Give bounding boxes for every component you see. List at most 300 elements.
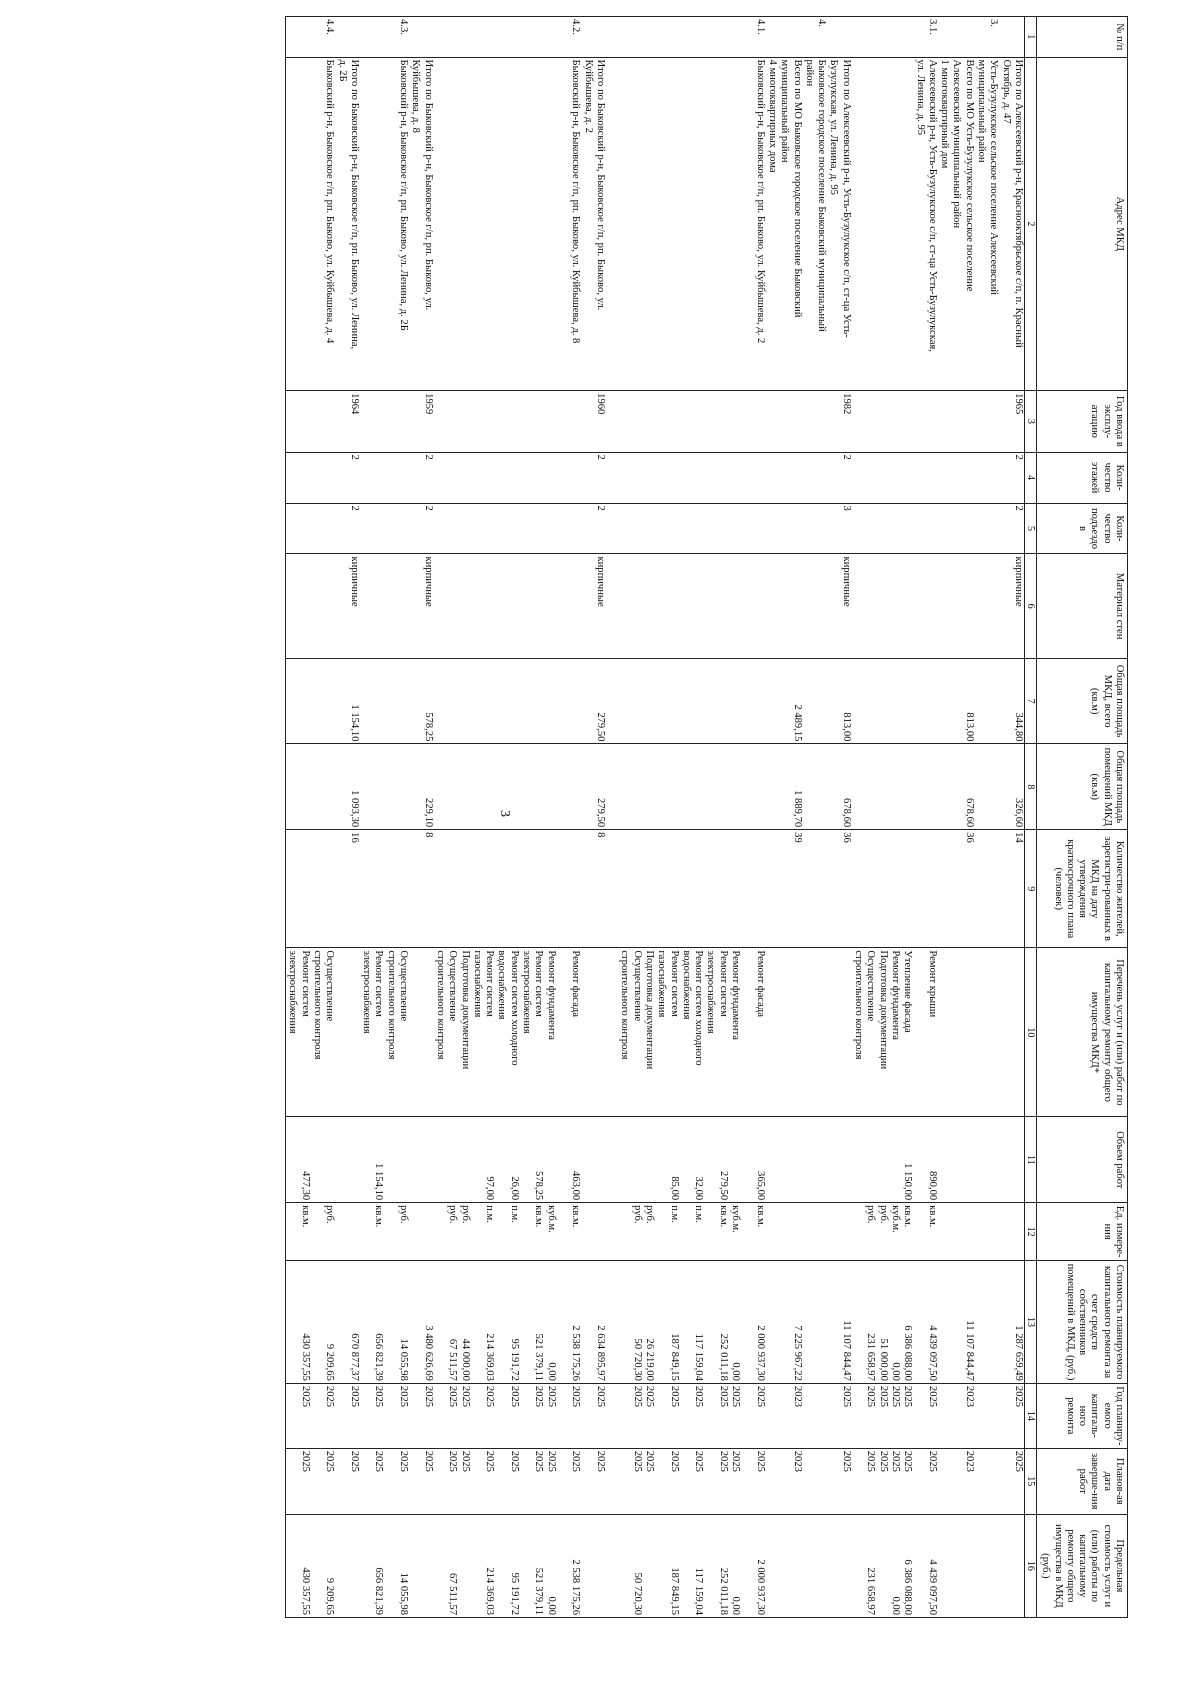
cell-line: 2025 — [730, 1385, 742, 1408]
cell-line — [311, 455, 323, 501]
cell-line — [889, 393, 901, 449]
cell-line: Быковский р-н, Быковское г/п, рп. Быково, ул. Ленина, д. 2Б — [398, 59, 410, 331]
cell-line — [741, 832, 753, 945]
cell-line — [889, 19, 901, 55]
cell-line — [778, 1517, 790, 1615]
cell-line — [729, 19, 741, 55]
cell-line: 2025 — [545, 1450, 557, 1472]
cell-line — [1012, 1205, 1024, 1258]
cell-line — [655, 455, 667, 501]
cell-line: Октябрь, д. 47 — [1000, 59, 1012, 124]
cell-line — [360, 746, 372, 827]
cell-line: 2 000 937,30 — [754, 1325, 766, 1381]
cell-line — [999, 556, 1011, 655]
cell-line — [434, 1263, 446, 1381]
cell-line — [938, 832, 950, 945]
cell-line — [975, 1205, 987, 1258]
cell-line — [298, 661, 310, 742]
cell-line — [384, 455, 396, 501]
cell-line — [606, 832, 618, 945]
cell-line — [704, 556, 716, 655]
cell-line: Итого по Быковский р-н, Быковское г/п, рп. Быково, ул. Ленина, — [348, 59, 360, 350]
cell-line — [950, 556, 962, 655]
cell-line — [384, 19, 396, 55]
cell-line — [557, 1451, 569, 1512]
cell-line: Быковское городское поселение Быковский муниципальный — [816, 59, 828, 332]
cell-line — [434, 1205, 446, 1258]
cell-line — [655, 60, 667, 389]
cell-line: 0,00 — [730, 1596, 742, 1615]
cell-line: 9 209,65 — [324, 1343, 336, 1381]
cell-line: муниципальный район — [779, 59, 791, 163]
cell-line: электроснабжения — [287, 950, 299, 1034]
cell-line — [667, 556, 679, 655]
cell-line — [950, 950, 962, 1114]
cell-line — [544, 19, 556, 55]
cell-line — [335, 950, 347, 1114]
cell-line: кв.м. — [373, 1205, 385, 1228]
cell-line — [815, 556, 827, 655]
cell-line — [458, 393, 470, 449]
cell-line — [999, 661, 1011, 742]
cell-line — [606, 1517, 618, 1615]
cell-line — [311, 556, 323, 655]
cell-line — [938, 1517, 950, 1615]
cell-line — [286, 746, 298, 827]
cell-line — [815, 1451, 827, 1512]
cell-line — [581, 1451, 593, 1512]
cell-line: 1982 — [840, 393, 852, 415]
cell-line — [397, 393, 409, 449]
cell-line — [286, 1517, 298, 1615]
cell-line: кв.м. — [570, 1205, 582, 1228]
cell-line — [766, 832, 778, 945]
cell-line — [372, 19, 384, 55]
cell-line: 578,25 — [422, 712, 434, 742]
cell-line: Быковский р-н, Быковское г/п, рп. Быково, ул. Куйбышева, д. 2 — [754, 59, 766, 344]
cell-line — [409, 506, 421, 552]
cell-line — [655, 661, 667, 742]
cell-line: 2025 — [459, 1450, 471, 1472]
cell-line — [311, 393, 323, 449]
cell-line — [544, 832, 556, 945]
cell-line: 2025 — [631, 1450, 643, 1472]
cell-line — [495, 1517, 507, 1615]
cell-line — [471, 1263, 483, 1381]
cell-line: 8 — [594, 832, 606, 838]
cell-line: Осуществление — [865, 950, 877, 1022]
cell-line — [889, 1119, 901, 1200]
cell-line — [938, 506, 950, 552]
cell-line — [544, 746, 556, 827]
cell-line: 2 — [1012, 505, 1024, 511]
cell-line — [569, 746, 581, 827]
cell-line — [434, 455, 446, 501]
col-header-entrances: Коли-чество подъездо в — [1036, 503, 1127, 554]
cell-line — [827, 455, 839, 501]
cell-line — [766, 661, 778, 742]
cell-line — [606, 950, 618, 1114]
cell-line — [864, 455, 876, 501]
cell-line — [643, 393, 655, 449]
cell-line — [471, 556, 483, 655]
cell-line — [458, 746, 470, 827]
cell-line — [692, 19, 704, 55]
cell-line: руб. — [644, 1205, 656, 1224]
cost-column-cell — [286, 1261, 1025, 1384]
cell-line — [618, 746, 630, 827]
cell-line — [729, 1119, 741, 1200]
cell-line — [999, 746, 1011, 827]
column-number: 13 — [1024, 1261, 1036, 1384]
cell-line — [741, 455, 753, 501]
cell-line — [618, 455, 630, 501]
cell-line — [803, 556, 815, 655]
cell-line — [483, 60, 495, 389]
cell-line: 2025 — [902, 1385, 914, 1408]
cell-line — [852, 1517, 864, 1615]
cell-line — [323, 556, 335, 655]
cell-line — [778, 19, 790, 55]
cell-line — [471, 1386, 483, 1446]
cell-line — [962, 455, 974, 501]
cell-line — [384, 1517, 396, 1615]
cell-line — [557, 1119, 569, 1200]
cell-line — [384, 556, 396, 655]
cell-line — [409, 832, 421, 945]
cell-line — [397, 455, 409, 501]
cell-line — [335, 1119, 347, 1200]
cell-line — [286, 506, 298, 552]
cell-line — [680, 1263, 692, 1381]
cell-line: руб. — [398, 1205, 410, 1224]
cell-line — [434, 1517, 446, 1615]
cell-line — [286, 19, 298, 55]
cell-line — [987, 1263, 999, 1381]
cell-line — [950, 19, 962, 55]
cell-line — [938, 746, 950, 827]
cell-line — [643, 832, 655, 945]
cell-line — [286, 556, 298, 655]
cell-line — [889, 661, 901, 742]
cell-line: руб. — [324, 1205, 336, 1224]
cell-line — [692, 455, 704, 501]
cell-line: 2025 — [926, 1450, 938, 1472]
cell-line: 463,00 — [570, 1171, 582, 1201]
cell-line: д. 2Б — [336, 59, 348, 82]
repair-year-column-cell — [286, 1383, 1025, 1448]
cell-line: 2025 — [877, 1385, 889, 1408]
cell-line — [987, 393, 999, 449]
cell-line — [852, 556, 864, 655]
cell-line — [323, 746, 335, 827]
cell-line — [926, 393, 938, 449]
cell-line — [692, 832, 704, 945]
col-header-residents: Количество жителей, зарегистри-рованных в МКД на дату утверждения краткосрочного плана (человек) — [1036, 830, 1127, 948]
cell-line — [876, 393, 888, 449]
cell-line: Ремонт крыши — [926, 950, 938, 1018]
cell-line — [839, 950, 851, 1114]
cell-line — [827, 950, 839, 1114]
cell-line — [655, 1517, 667, 1615]
cell-line — [999, 1119, 1011, 1200]
cell-line: 67 511,57 — [447, 1338, 459, 1381]
cell-line — [815, 506, 827, 552]
works-list-column-cell — [286, 948, 1025, 1117]
cell-line: 2 538 175,26 — [570, 1325, 582, 1381]
cell-line: 2025 — [348, 1450, 360, 1472]
cell-line — [913, 832, 925, 945]
cell-line: 2025 — [865, 1385, 877, 1408]
cell-line — [913, 556, 925, 655]
residents-column-cell — [286, 830, 1025, 948]
cell-line — [532, 556, 544, 655]
cell-line — [704, 393, 716, 449]
cell-line — [766, 1119, 778, 1200]
cell-line — [926, 455, 938, 501]
cell-line — [311, 1451, 323, 1512]
cell-line: 231 658,97 — [865, 1567, 877, 1615]
cell-line: п.м. — [508, 1205, 520, 1223]
cell-line — [434, 661, 446, 742]
cell-line — [520, 393, 532, 449]
cell-line — [360, 1517, 372, 1615]
cell-line — [680, 506, 692, 552]
cell-line: 2025 — [631, 1385, 643, 1408]
cell-line — [520, 1517, 532, 1615]
cell-line — [790, 506, 802, 552]
cell-line: 7 225 967,22 — [791, 1325, 803, 1381]
cell-line — [434, 19, 446, 55]
cell-line — [864, 60, 876, 389]
cell-line — [741, 19, 753, 55]
cell-line — [717, 832, 729, 945]
column-number: 5 — [1024, 503, 1036, 554]
cell-line: 430 357,55 — [299, 1567, 311, 1615]
cell-line: 252 011,18 — [717, 1567, 729, 1615]
cell-line — [360, 393, 372, 449]
col-header-repair-year: Год планиру-емого капиталь-ного ремонта — [1036, 1383, 1127, 1448]
unit-column-cell — [286, 1203, 1025, 1261]
cell-line — [446, 455, 458, 501]
cell-line — [717, 506, 729, 552]
cell-line — [618, 506, 630, 552]
cell-line — [557, 661, 569, 742]
cell-line — [876, 832, 888, 945]
cell-line — [298, 746, 310, 827]
cell-line — [311, 1263, 323, 1381]
cell-line — [667, 19, 679, 55]
cell-line — [790, 393, 802, 449]
cell-line — [532, 832, 544, 945]
cell-line — [298, 556, 310, 655]
cell-line — [557, 60, 569, 389]
cell-line — [446, 556, 458, 655]
cell-line — [766, 1205, 778, 1258]
cell-line — [987, 950, 999, 1114]
cell-line — [1012, 19, 1024, 55]
cell-line — [704, 1451, 716, 1512]
cell-line — [520, 1205, 532, 1258]
cell-line: Куйбышева, д. 8 — [410, 59, 422, 133]
cell-line — [704, 1517, 716, 1615]
header-row — [1036, 17, 1127, 1618]
cell-line — [409, 1205, 421, 1258]
cell-line: 2025 — [545, 1385, 557, 1408]
cell-line: 2025 — [840, 1450, 852, 1472]
cell-line — [421, 950, 433, 1114]
cell-line — [987, 556, 999, 655]
cell-line — [901, 661, 913, 742]
page-number: 3 — [497, 810, 512, 817]
cell-line — [606, 19, 618, 55]
cell-line — [913, 1451, 925, 1512]
column-number: 9 — [1024, 830, 1036, 948]
cell-line — [397, 506, 409, 552]
cell-line — [409, 393, 421, 449]
cell-line — [557, 393, 569, 449]
cell-line — [741, 1263, 753, 1381]
cell-line: 8 — [422, 832, 434, 838]
cell-line — [717, 393, 729, 449]
cell-line — [630, 746, 642, 827]
cell-line — [655, 832, 667, 945]
cell-line — [667, 393, 679, 449]
cell-line — [950, 1119, 962, 1200]
cell-line: 2025 — [508, 1450, 520, 1472]
cell-line — [1012, 1119, 1024, 1200]
cell-line — [483, 661, 495, 742]
cell-line — [286, 1386, 298, 1446]
cell-line: 3. — [988, 19, 1000, 27]
cell-line — [790, 1205, 802, 1258]
cell-line — [729, 60, 741, 389]
cell-line — [655, 1263, 667, 1381]
cell-line: 4. — [816, 19, 828, 27]
cell-line — [655, 746, 667, 827]
cell-line — [987, 506, 999, 552]
cell-line — [999, 1263, 1011, 1381]
cell-line: кв.м. — [902, 1205, 914, 1228]
cell-line: 14 055,98 — [398, 1338, 410, 1381]
cell-line: Ремонт систем — [533, 950, 545, 1017]
cell-line — [655, 393, 667, 449]
cell-line — [471, 506, 483, 552]
cell-line: 26 219,00 — [644, 1338, 656, 1381]
cell-line — [852, 1205, 864, 1258]
cell-line — [729, 455, 741, 501]
cell-line — [950, 746, 962, 827]
cell-line: 2 — [422, 454, 434, 460]
cell-line — [544, 1119, 556, 1200]
cell-line — [962, 1119, 974, 1200]
cell-line — [298, 393, 310, 449]
cell-line — [520, 1386, 532, 1446]
cell-line — [446, 60, 458, 389]
cell-line — [815, 1263, 827, 1381]
cell-line — [446, 1119, 458, 1200]
cell-line — [803, 1451, 815, 1512]
cell-line: 32,00 — [693, 1176, 705, 1201]
cell-line — [581, 1263, 593, 1381]
cell-line — [335, 455, 347, 501]
cell-line — [975, 661, 987, 742]
cell-line: 2025 — [877, 1450, 889, 1472]
cell-line — [938, 1205, 950, 1258]
cell-line: 2025 — [570, 1450, 582, 1472]
cell-line — [655, 1451, 667, 1512]
cell-line: 2025 — [570, 1385, 582, 1408]
cell-line: 2025 — [865, 1450, 877, 1472]
cell-line — [864, 556, 876, 655]
cell-line: Ремонт фундамента — [730, 950, 742, 1040]
cell-line — [360, 661, 372, 742]
cell-line — [483, 556, 495, 655]
cell-line — [704, 60, 716, 389]
cell-line — [471, 1119, 483, 1200]
cell-line — [938, 950, 950, 1114]
cell-line — [987, 1451, 999, 1512]
cell-line: 2 — [422, 505, 434, 511]
cell-line: Ремонт фундамента — [545, 950, 557, 1040]
cell-line — [323, 661, 335, 742]
cell-line — [839, 1119, 851, 1200]
cell-line — [311, 1386, 323, 1446]
cell-line: 344,80 — [1012, 712, 1024, 742]
cell-line — [852, 832, 864, 945]
cell-line — [335, 556, 347, 655]
cell-line: Ремонт систем — [373, 950, 385, 1017]
cell-line — [938, 661, 950, 742]
cell-line: Алексеевский муниципальный район — [951, 59, 963, 229]
cell-line — [569, 661, 581, 742]
cell-line: 2025 — [484, 1450, 496, 1472]
cell-line: 2025 — [730, 1450, 742, 1472]
column-number: 6 — [1024, 554, 1036, 658]
cell-line — [348, 950, 360, 1114]
floors-column-cell — [286, 452, 1025, 503]
cell-line — [409, 1451, 421, 1512]
cell-line — [913, 455, 925, 501]
cell-line: 2 000 937,30 — [754, 1559, 766, 1615]
cell-line — [987, 1205, 999, 1258]
col-header-premises-area: Общая площадь помещений МКД (кв.м) — [1036, 744, 1127, 830]
cell-line — [520, 19, 532, 55]
cell-line — [889, 832, 901, 945]
cell-line — [827, 19, 839, 55]
cell-line — [520, 1119, 532, 1200]
cell-line: 2025 — [902, 1450, 914, 1472]
cell-line — [286, 1205, 298, 1258]
cell-line: 231 658,97 — [865, 1333, 877, 1381]
cell-line — [815, 455, 827, 501]
cell-line: 2025 — [926, 1385, 938, 1408]
cell-line — [704, 1205, 716, 1258]
cell-line — [999, 506, 1011, 552]
cell-line — [557, 1386, 569, 1446]
cell-line — [655, 556, 667, 655]
cell-line: 279,50 — [717, 1171, 729, 1201]
cell-line — [471, 1517, 483, 1615]
cell-line — [495, 1451, 507, 1512]
cell-line: 0,00 — [545, 1596, 557, 1615]
cell-line: Ремонт фундамента — [889, 950, 901, 1040]
cell-line — [778, 506, 790, 552]
col-header-num: № п/п — [1036, 17, 1127, 58]
cell-line: Ремонт систем холодного — [693, 950, 705, 1066]
cell-line — [434, 746, 446, 827]
cell-line: 9 209,65 — [324, 1577, 336, 1615]
